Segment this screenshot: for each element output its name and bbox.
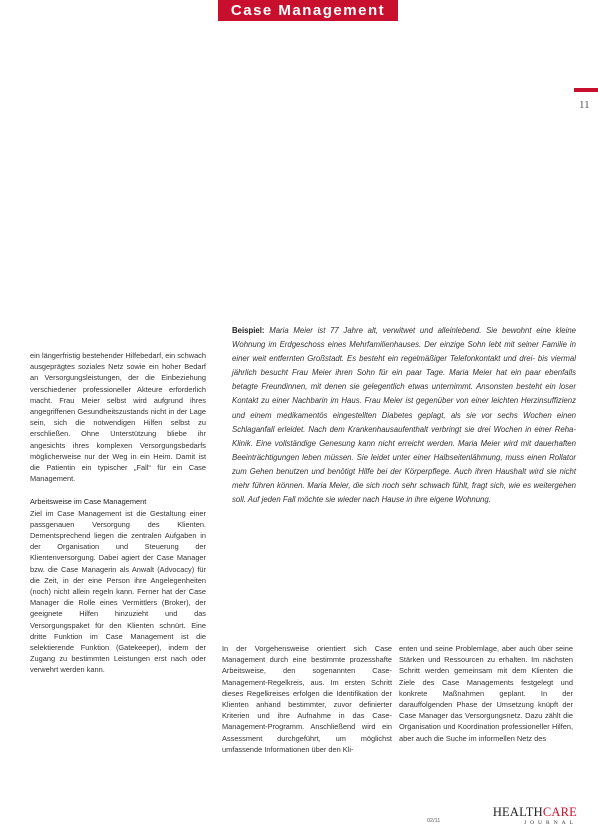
side-tab-marker	[574, 88, 598, 92]
journal-logo	[487, 806, 577, 827]
left-paragraph-1: ein längerfristig bestehender Hilfebedarf, ein schwach ausgeprägtes soziales Netz sowie ein hoher Bedarf an Versorgungsleistungen, der die Einbeziehung verschiedener professioneller Akteure erforderlich macht. Frau Meier selbst wird aufgrund ihres angegriffenen Gesundheitszustands nicht in der Lage sein, sich die notwendigen Hilfen selbst zu erschließen. Ohne Unterstützung bliebe ihr angesichts ihres komplexen Versorgungsbedarfs möglicherweise nur der Weg in ein Heim. Damit ist die Patientin ein typischer „Fall“ für ein Case Management.	[30, 351, 206, 484]
middle-paragraph: In der Vorgehensweise orientiert sich Case Management durch eine bestimmte prozesshafte Arbeitsweise, den sogenannten Case-Management-Regelkreis, aus. Im ersten Schritt dieses Regelkreises erfolgen die Identifikation der Klienten anhand bestimmter, zuvor definierter Kriterien und ihre Aufnahme in das Case-Management-Programm. Anschließend wird ein Assessment durchgeführt, um möglichst umfassende Informationen über den Kli-	[222, 644, 392, 754]
middle-column	[222, 643, 392, 755]
left-paragraph-2: Ziel im Case Management ist die Gestaltung einer passgenauen Versorgung des Klienten. Dementsprechend liegen die zentralen Aufgaben in der Organisation und Steuerung der Klientenversorgung. Dabei agiert der Case Manager bzw. die Case Managerin als Anwalt (Advocacy) für die Zeit, in der eine Person ihre Angelegenheiten (noch) nicht allein regeln kann. Ferner hat der Case Manager die Rolle eines Vermittlers (Broker), der geeignete Hilfen hinzuzieht und das Versorgungspaket für den Klienten schnürt. Eine dritte Funktion im Case Management ist die selektierende Funktion (Gatekeeper), indem der Zugang zu bestimmten Leistungen erst nach oder verwehrt werden kann.	[30, 508, 206, 675]
section-subhead: Arbeitsweise im Case Management	[30, 497, 147, 507]
header-title-bar	[218, 0, 398, 21]
right-column	[399, 643, 573, 744]
right-paragraph: enten und seine Problemlage, aber auch über seine Stärken und Ressourcen zu erhalten. Im nächsten Schritt werden gemeinsam mit dem Klienten die Ziele des Case Managements festgelegt und konkrete Maßnahmen geplant. In der darauffolgenden Phase der Umsetzung knüpft der Case Manager das Versorgungsnetz. Dazu zählt die Organisation und Koordination professioneller Hilfen, aber auch die Suche im informellen Netz des	[399, 644, 573, 743]
logo-sub-text: JOURNAL	[523, 820, 577, 826]
example-text: Maria Meier ist 77 Jahre alt, verwitwet und alleinlebend. Sie bewohnt eine kleine Wohnung im Erdgeschoss eines Mehrfamilienhauses. Der einzige Sohn lebt mit seiner Familie in einer weit entfernten Großstadt. Es besteht ein regelmäßiger Telefonkontakt und drei- bis viermal jährlich besucht Frau Meier ihren Sohn für ein paar Tage. Maria Meier hat ein paar ebenfalls betagte Freundinnen, mit denen sie gelegentlich etwas unternimmt. Ansonsten besteht ein loser Kontakt zu einer Nachbarin im Haus. Frau Meier ist gegenüber von einer leichten Herzinsuffizienz und einem medikamentös eingestellten Diabetes geplagt, als sie vor sechs Wochen einen Schlaganfall erleidet. Nach dem Krankenhausaufenthalt verbringt sie drei Wochen in einer Reha-Klinik. Eine vollständige Genesung kann nicht erreicht werden. Maria Meier wird mit dauerhaften Beeinträchtigungen leben müssen. Sie leidet unter einer Halbseitenlähmung, muss einen Rollator zum Gehen benutzen und benötigt Hilfe bei der Körperpflege. Auch ihren Haushalt wird sie nicht mehr führen können. Maria Meier, die sich noch sehr schwach fühlt, fragt sich, wie es weitergehen soll. Auf jeden Fall möchte sie wieder nach Hause in ihre eigene Wohnung.	[232, 326, 576, 505]
example-box	[232, 324, 576, 507]
header-title: Case Management	[230, 2, 386, 19]
example-lead: Beispiel:	[232, 326, 265, 335]
logo-part-2: CARE	[542, 805, 577, 819]
logo-main-text	[487, 806, 577, 819]
page-marker: 11	[579, 99, 590, 111]
logo-part-1: HEALTH	[492, 805, 543, 819]
footer-page-ref: 02/11	[427, 818, 441, 824]
left-column	[30, 350, 206, 676]
